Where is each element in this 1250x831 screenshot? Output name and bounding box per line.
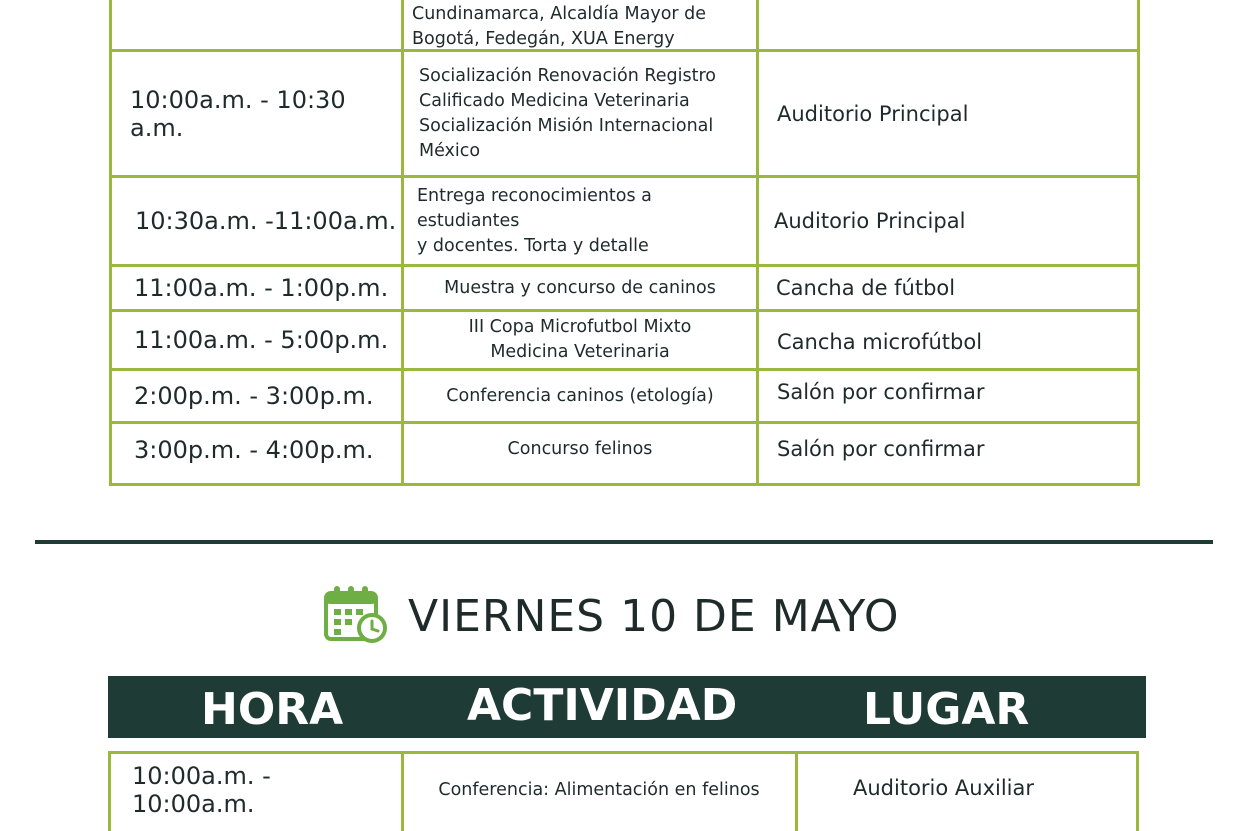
table-row-activity [419,52,754,176]
day-title: VIERNES 10 DE MAYO [408,590,900,642]
header-hora: HORA [201,684,344,735]
section-divider [35,540,1213,544]
table-row-time: 3:00p.m. - 4:00p.m. [134,436,374,464]
header-lugar: LUGAR [863,684,1030,735]
column-divider [756,0,759,483]
activity-line: Calificado Medicina Veterinaria [419,91,690,111]
column-divider [795,754,798,831]
calendar-clock-icon [324,584,388,648]
table-row-activity: Muestra y concurso de caninos [444,277,716,298]
table-row-activity [412,1,752,53]
activity-line: III Copa Microfutbol Mixto [468,317,692,337]
table-row-time: 10:00a.m. - 10:00a.m. [132,762,271,818]
table-row-place: Salón por confirmar [777,437,985,461]
table-header [108,676,1146,738]
table-row-place: Auditorio Auxiliar [853,776,1035,800]
table-row-activity [404,312,756,368]
activity-line: Medicina Veterinaria [490,342,670,362]
table-row-time: 10:30a.m. -11:00a.m. [135,207,397,235]
table-row-time: 10:00a.m. - 10:30 a.m. [130,86,346,142]
header-actividad: ACTIVIDAD [467,680,738,731]
schedule-table-thursday [109,0,1140,486]
table-row-time: 11:00a.m. - 1:00p.m. [134,274,389,302]
activity-line: Socialización Misión Internacional [419,116,714,136]
table-row-place: Salón por confirmar [777,380,985,404]
table-row-place: Auditorio Principal [774,209,966,233]
table-row-activity: Concurso felinos [507,438,653,459]
table-row-activity: Conferencia: Alimentación en felinos [438,779,760,800]
table-row-activity: Conferencia caninos (etología) [446,385,714,406]
activity-line: y docentes. Torta y detalle [417,235,649,256]
activity-line: Entrega reconocimientos a estudiantes [417,185,652,231]
activity-line: Socialización Renovación Registro [419,66,716,86]
activity-line: Bogotá, Fedegán, XUA Energy [412,29,675,49]
activity-line: México [419,141,481,161]
table-row-place: Cancha de fútbol [776,276,956,300]
table-row-place: Auditorio Principal [777,102,969,126]
activity-line: Cundinamarca, Alcaldía Mayor de [412,4,707,24]
table-row-time: 2:00p.m. - 3:00p.m. [134,382,374,410]
day-heading [324,584,899,648]
schedule-table-friday [108,751,1139,831]
table-row-activity [417,178,755,264]
table-row-place: Cancha microfútbol [777,330,983,354]
table-row-time: 11:00a.m. - 5:00p.m. [134,326,389,354]
